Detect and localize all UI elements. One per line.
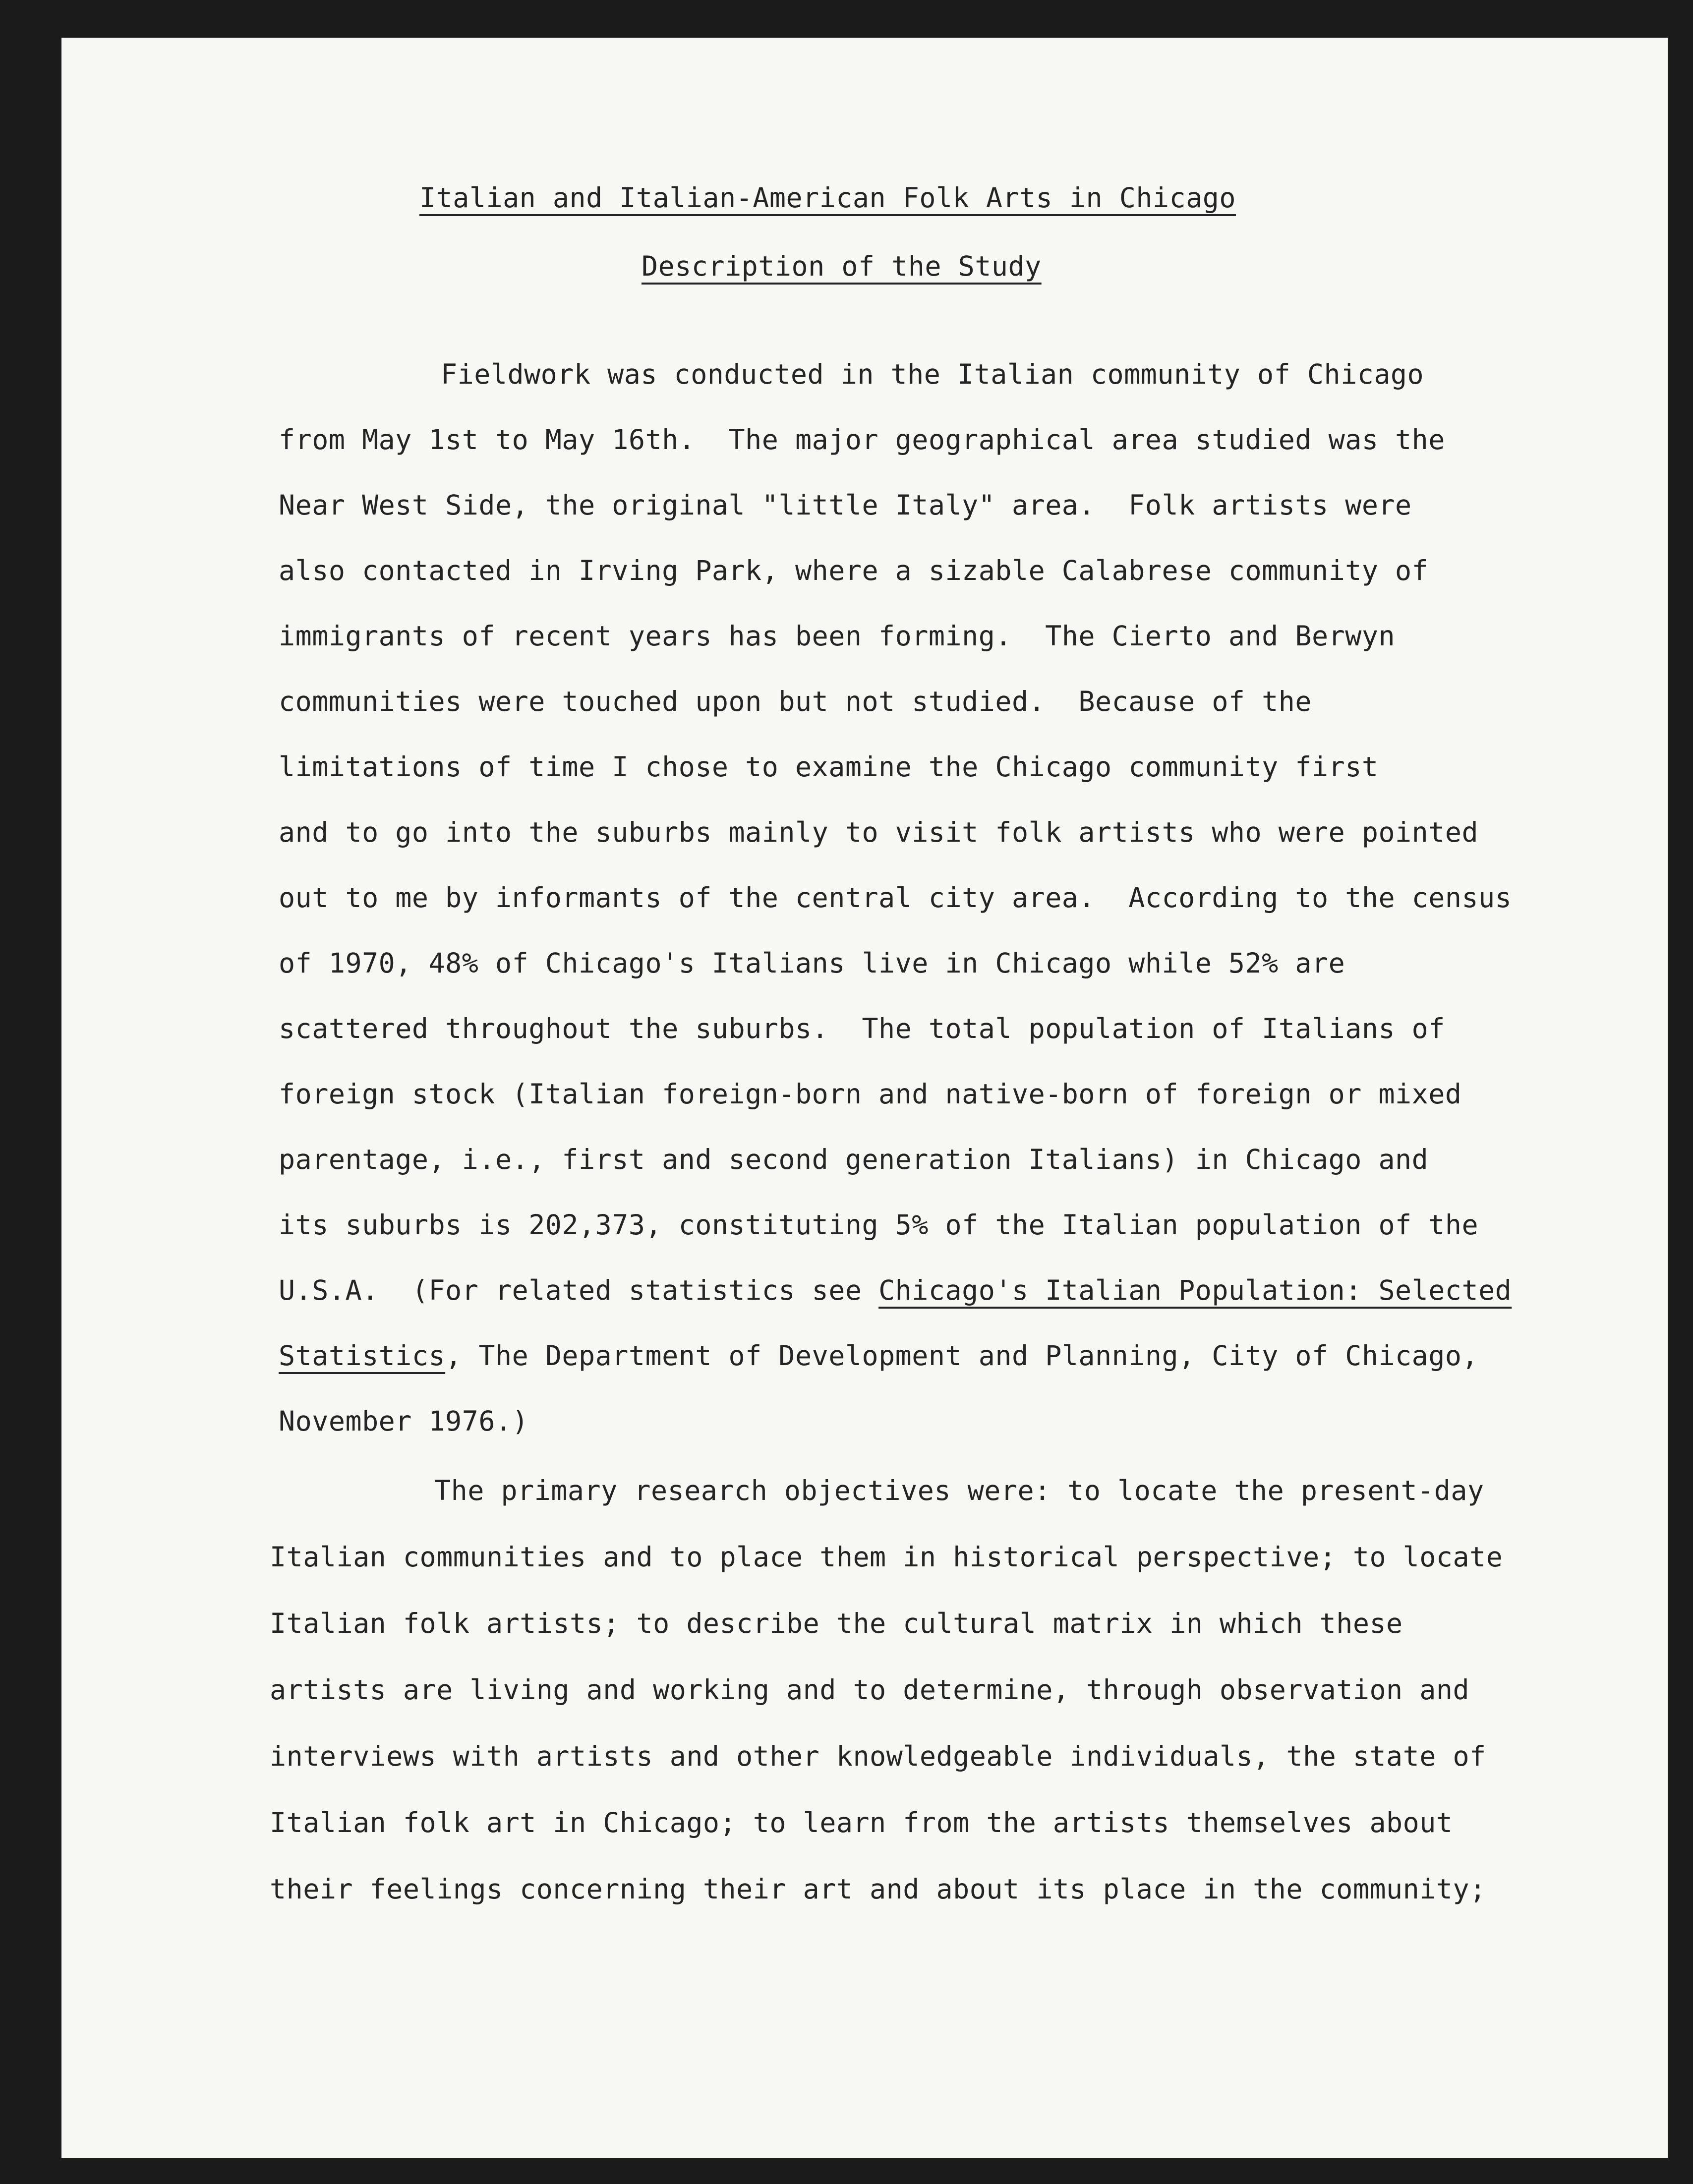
document-subtitle: Description of the Study [642, 250, 1042, 282]
text-line: from May 1st to May 16th. The major geographical area studied was the [279, 424, 1445, 456]
cited-report-title-end: Statistics [279, 1340, 446, 1372]
text-line: interviews with artists and other knowledgeable individuals, the state of [270, 1740, 1486, 1772]
text-line: of 1970, 48% of Chicago's Italians live in Chicago while 52% are [279, 947, 1345, 979]
text-line: scattered throughout the suburbs. The total population of Italians of [279, 1013, 1445, 1044]
text-line: Italian folk artists; to describe the cultural matrix in which these [270, 1608, 1403, 1639]
text-line: Italian communities and to place them in historical perspective; to locate [270, 1541, 1503, 1573]
citation-line [279, 1274, 1512, 1307]
text-line: Near West Side, the original "little Italy" area. Folk artists were [279, 489, 1412, 521]
text-line: foreign stock (Italian foreign-born and native-born of foreign or mixed [279, 1078, 1462, 1110]
citation-prefix: U.S.A. (For related statistics see [279, 1274, 879, 1306]
text-line: its suburbs is 202,373, constituting 5% of the Italian population of the [279, 1209, 1479, 1241]
text-line: artists are living and working and to determine, through observation and [270, 1674, 1470, 1706]
text-line: The primary research objectives were: to locate the present-day [434, 1475, 1484, 1506]
text-line: parentage, i.e., first and second generation Italians) in Chicago and [279, 1144, 1429, 1175]
text-line: communities were touched upon but not studied. Because of the [279, 686, 1312, 717]
text-line: and to go into the suburbs mainly to visit folk artists who were pointed [279, 816, 1479, 848]
citation-publisher: , The Department of Development and Planning, City of Chicago, [445, 1340, 1479, 1372]
text-line: out to me by informants of the central city area. According to the census [279, 882, 1512, 914]
text-line: Italian folk art in Chicago; to learn from the artists themselves about [270, 1807, 1453, 1839]
text-line: limitations of time I chose to examine the Chicago community first [279, 751, 1379, 783]
text-line: also contacted in Irving Park, where a sizable Calabrese community of [279, 555, 1429, 586]
document-title: Italian and Italian-American Folk Arts in Chicago [419, 182, 1236, 214]
text-line: immigrants of recent years has been forming. The Cierto and Berwyn [279, 620, 1396, 652]
cited-report-title: Chicago's Italian Population: Selected [878, 1274, 1512, 1306]
text-line: Fieldwork was conducted in the Italian community of Chicago [441, 358, 1424, 390]
text-line: their feelings concerning their art and about its place in the community; [270, 1873, 1486, 1905]
citation-line: November 1976.) [279, 1405, 529, 1437]
citation-line [279, 1339, 1478, 1372]
document-page [61, 38, 1668, 2158]
